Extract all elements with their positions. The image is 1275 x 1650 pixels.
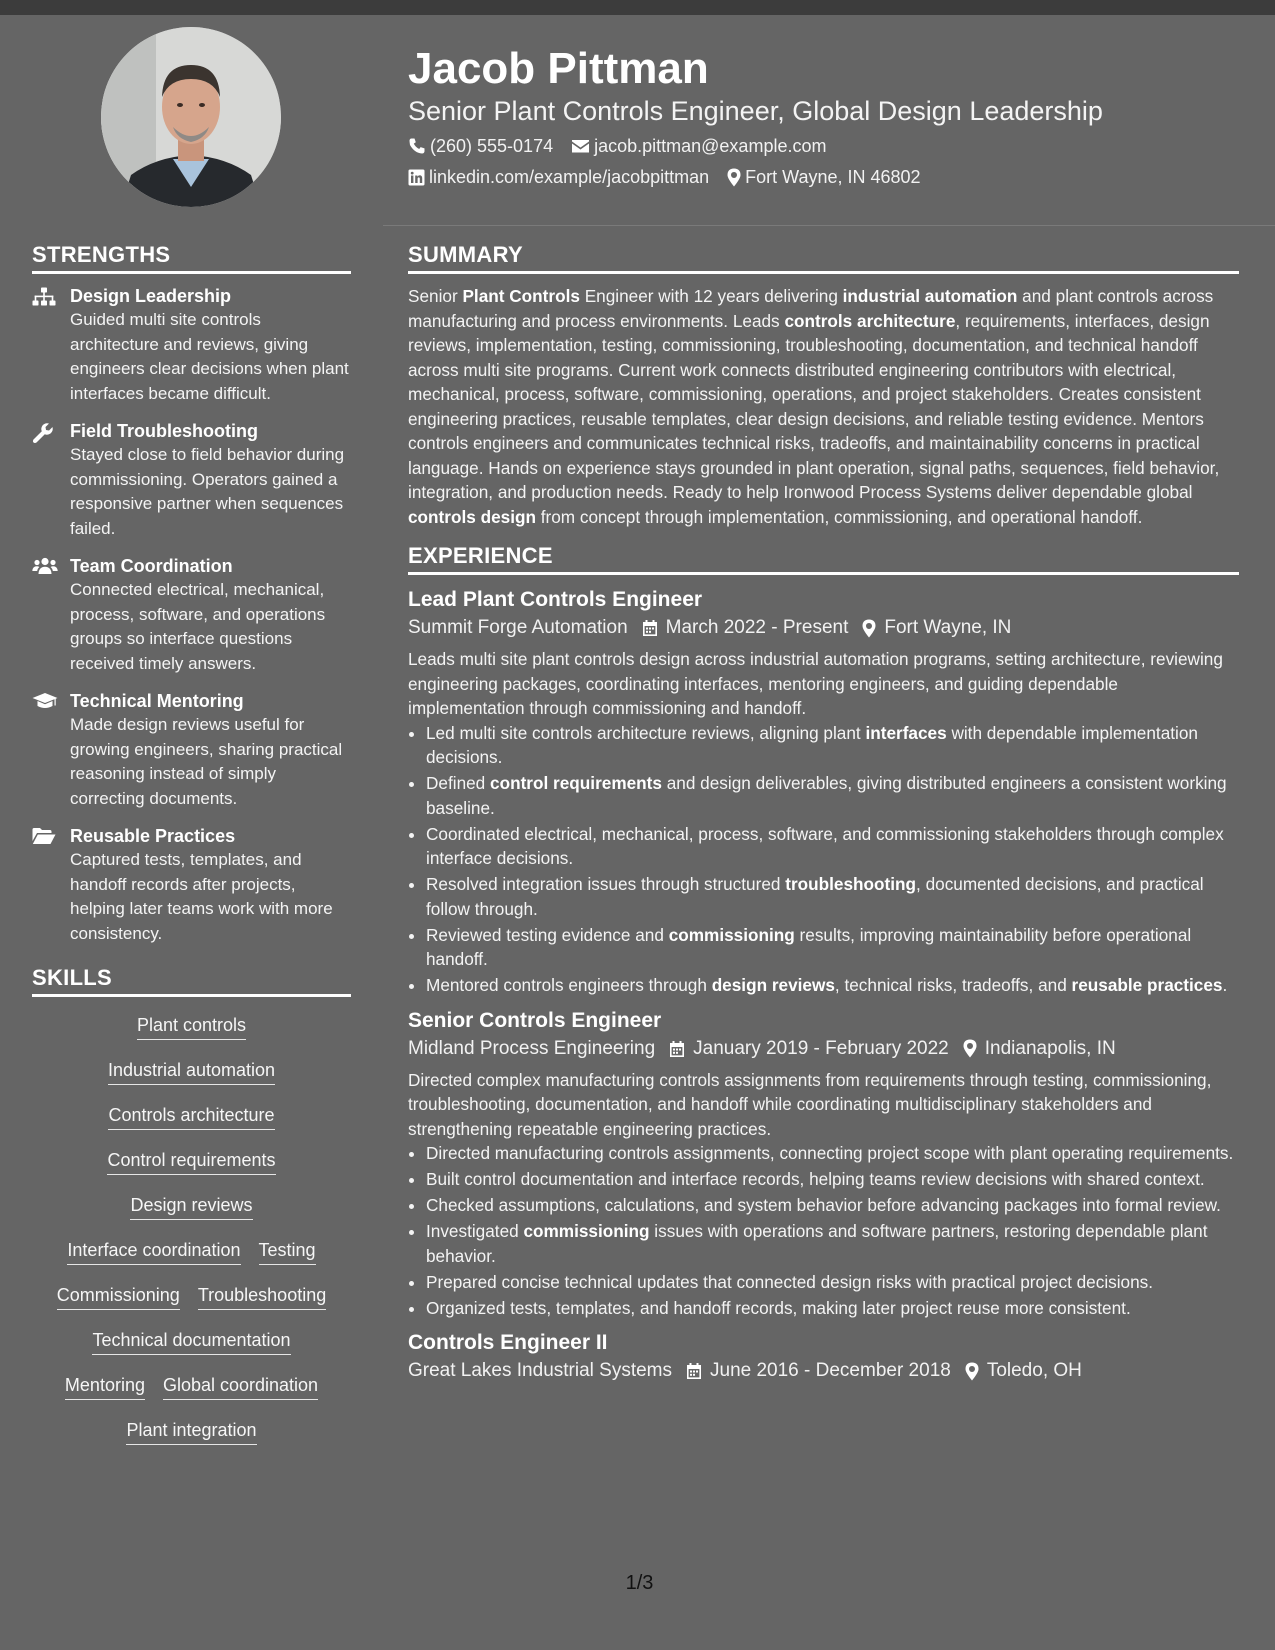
bullet-item: • Defined control requirements and design deliverables, giving distributed engineers a consistent working baseline. (426, 771, 1239, 820)
job-meta (408, 1358, 1239, 1384)
skill-tag: Troubleshooting (198, 1283, 326, 1310)
map-marker-icon (965, 1362, 979, 1381)
candidate-name: Jacob Pittman (408, 44, 709, 93)
contact-row-2 (408, 165, 921, 189)
skill-row (32, 1058, 351, 1103)
strength-desc: Captured tests, templates, and handoff records after projects, helping later teams work with more consistency. (70, 850, 333, 943)
skill-row (32, 1148, 351, 1193)
bullet-item: • Mentored controls engineers through design reviews, technical risks, tradeoffs, and reusable practices. (426, 973, 1239, 998)
skill-row (32, 1013, 351, 1058)
linkedin-text[interactable]: linkedin.com/example/jacobpittman (429, 167, 710, 187)
job-company: Great Lakes Industrial Systems (408, 1360, 672, 1381)
bullet-item: • Led multi site controls architecture reviews, aligning plant interfaces with dependable implementation decisions. (426, 721, 1239, 770)
strength-title: Technical Mentoring (70, 691, 244, 711)
map-marker-icon (862, 619, 876, 638)
sitemap-icon (32, 287, 56, 307)
job-description: Directed complex manufacturing controls assignments from requirements through testing, commissioning, troubleshooting, documentation, and handoff while coordinating multidisciplinary stakeholders and strengthening repeatable engineering practices. (408, 1069, 1212, 1139)
skill-tag: Testing (259, 1238, 316, 1265)
skill-row (32, 1193, 351, 1238)
users-icon (32, 557, 58, 575)
email-text[interactable]: jacob.pittman@example.com (594, 136, 827, 156)
job-description: Leads multi site plant controls design across industrial automation programs, setting architecture, reviewing engineering packages, coordinating interfaces, mentoring engineers, and guiding dependable implementation through commissioning and handoff. (408, 649, 1223, 718)
phone-icon (408, 137, 426, 155)
strength-title: Team Coordination (70, 556, 233, 576)
experience-heading: EXPERIENCE (408, 541, 1239, 575)
linkedin-contact[interactable] (408, 165, 709, 189)
strength-title: Reusable Practices (70, 826, 236, 846)
job-title: Lead Plant Controls Engineer (408, 588, 703, 611)
right-column (408, 240, 1239, 1390)
job-meta (408, 1036, 1239, 1062)
header-divider (383, 225, 1275, 226)
bullet-item: • Directed manufacturing controls assignments, connecting project scope with plant operating requirements. (426, 1141, 1239, 1166)
profile-photo (101, 27, 281, 207)
phone-text: (260) 555-0174 (430, 136, 554, 156)
summary-heading: SUMMARY (408, 240, 1239, 274)
skill-row (32, 1373, 351, 1418)
skill-tag: Mentoring (65, 1373, 145, 1400)
envelope-icon (571, 138, 590, 154)
calendar-icon (686, 1362, 702, 1380)
job-location: Fort Wayne, IN (884, 617, 1012, 638)
folder-open-icon (32, 827, 56, 845)
strength-item (32, 554, 351, 676)
skill-tag: Industrial automation (108, 1058, 275, 1085)
bullet-item: • Checked assumptions, calculations, and system behavior before advancing packages into formal review. (426, 1193, 1239, 1218)
calendar-icon (669, 1040, 685, 1058)
skill-row (32, 1238, 351, 1283)
bullet-item: • Organized tests, templates, and handoff records, making later project reuse more consistent. (426, 1296, 1239, 1321)
summary-text: Senior Plant Controls Engineer with 12 years delivering industrial automation and plant controls across manufacturing and process environments. Leads controls architecture, requirements, interfaces, design reviews, implementation, testing, commissioning, troubleshooting, documentation, and technical handoff across multi site programs. Current work connects distributed engineering contributors with electrical, mechanical, process, software, commissioning, operations, and project stakeholders. Creates consistent engineering practices, reusable templates, clear design decisions, and reliable testing evidence. Mentors controls engineers and communicates technical risks, tradeoffs, and maintainability concerns in practical language. Hands on experience stays grounded in plant operation, signal paths, sequences, field behavior, integration, and production needs. Ready to help Ironwood Process Systems deliver dependable global controls design from concept through implementation, commissioning, and operational handoff. (408, 286, 1220, 527)
job-location: Indianapolis, IN (984, 1037, 1116, 1059)
strength-item (32, 689, 351, 811)
top-bar (0, 0, 1275, 15)
wrench-icon (32, 422, 54, 444)
skill-tag: Global coordination (163, 1373, 318, 1400)
strength-desc: Guided multi site controls architecture and reviews, giving engineers clear decisions when plant interfaces became difficult. (70, 310, 349, 403)
job-dates: March 2022 - Present (665, 617, 849, 638)
job-company: Summit Forge Automation (408, 617, 628, 638)
job-meta (408, 615, 1239, 641)
strength-desc: Stayed close to field behavior during commissioning. Operators gained a responsive partner when sequences failed. (70, 445, 345, 538)
bullet-item: • Resolved integration issues through structured troubleshooting, documented decisions, and practical follow through. (426, 872, 1239, 921)
skill-tag: Controls architecture (108, 1103, 274, 1130)
job-bullets (408, 721, 1239, 998)
job-dates: January 2019 - February 2022 (693, 1037, 949, 1059)
strength-title: Field Troubleshooting (70, 421, 258, 441)
skill-tag: Interface coordination (67, 1238, 240, 1265)
calendar-icon (642, 619, 658, 637)
graduation-cap-icon (32, 692, 58, 710)
job-bullets (408, 1141, 1239, 1320)
strength-desc: Connected electrical, mechanical, process, software, and operations groups so interface questions received timely answers. (70, 580, 326, 673)
skill-tag: Plant integration (126, 1418, 256, 1445)
strength-item (32, 419, 351, 541)
job-entry (408, 1328, 1239, 1384)
job-dates: June 2016 - December 2018 (710, 1360, 951, 1381)
skill-tag: Technical documentation (92, 1328, 290, 1355)
contact-row-1 (408, 134, 826, 158)
map-marker-icon (963, 1039, 977, 1058)
skill-tag: Plant controls (137, 1013, 246, 1040)
map-marker-icon (727, 168, 741, 187)
skill-row (32, 1103, 351, 1148)
job-title: Senior Controls Engineer (408, 1008, 662, 1032)
candidate-title: Senior Plant Controls Engineer, Global Design Leadership (408, 96, 1103, 126)
bullet-item: • Coordinated electrical, mechanical, process, software, and commissioning stakeholders through complex interface decisions. (426, 822, 1239, 871)
email-contact[interactable] (571, 134, 826, 158)
skill-row (32, 1283, 351, 1328)
linkedin-icon (408, 169, 425, 186)
strength-title: Design Leadership (70, 286, 232, 306)
skill-row (32, 1328, 351, 1373)
strength-item (32, 284, 351, 406)
skill-row (32, 1418, 351, 1463)
job-company: Midland Process Engineering (408, 1037, 656, 1059)
skills-heading: SKILLS (32, 963, 351, 997)
job-location: Toledo, OH (986, 1360, 1082, 1381)
left-column (32, 240, 351, 1463)
skill-tag: Design reviews (130, 1193, 252, 1220)
experience-list (408, 585, 1239, 1384)
skills-list (32, 1007, 351, 1463)
location-text: Fort Wayne, IN 46802 (745, 167, 921, 187)
bullet-item: • Investigated commissioning issues with operations and software partners, restoring dependable plant behavior. (426, 1219, 1239, 1268)
job-title: Controls Engineer II (408, 1331, 608, 1354)
job-entry (408, 585, 1239, 998)
phone-contact (408, 134, 553, 158)
skill-tag: Control requirements (107, 1148, 275, 1175)
strengths-heading: STRENGTHS (32, 240, 351, 274)
bullet-item: • Built control documentation and interface records, helping teams review decisions with shared context. (426, 1167, 1239, 1192)
bullet-item: • Reviewed testing evidence and commissioning results, improving maintainability before operational handoff. (426, 923, 1239, 972)
job-entry (408, 1006, 1239, 1321)
bullet-item: • Prepared concise technical updates that connected design risks with practical project decisions. (426, 1270, 1239, 1295)
location-contact (727, 165, 920, 189)
strength-desc: Made design reviews useful for growing engineers, sharing practical reasoning instead of simply correcting documents. (70, 715, 343, 808)
skill-tag: Commissioning (57, 1283, 180, 1310)
strength-item (32, 824, 351, 946)
page-number: 1/3 (625, 1572, 654, 1594)
